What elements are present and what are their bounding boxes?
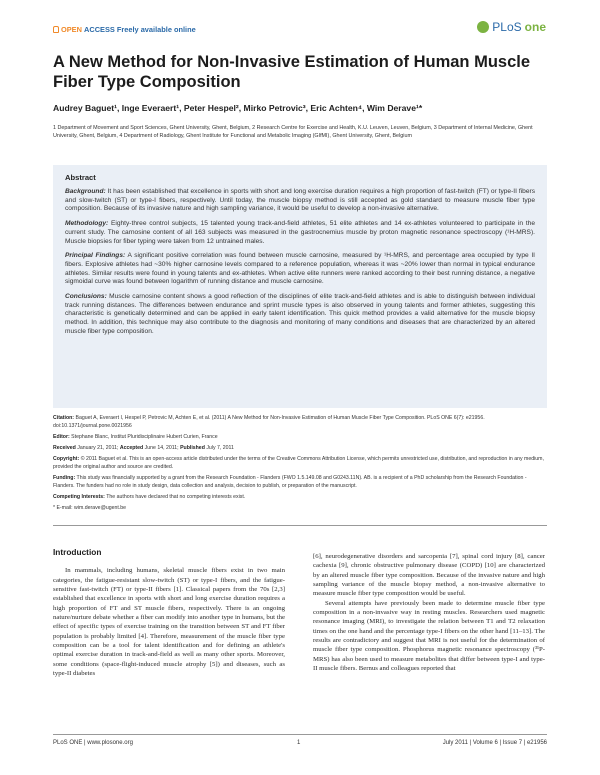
abstract-conclusions xyxy=(65,293,535,337)
footer-divider xyxy=(53,734,547,735)
conclusions-label: Conclusions: xyxy=(65,293,107,301)
published-date: July 7, 2011 xyxy=(206,444,234,451)
accepted-date: June 14, 2011; xyxy=(144,444,179,451)
methodology-text: Eighty-three control subjects, 15 talented young track-and-field athletes, 51 elite athletes and 14 ex-athletes volunteered to participate in the current study. The carnosine content of all 163 subjects was measured in the gastrocnemius muscle by proton magnetic resonance spectroscopy (¹H-MRS). Muscle biopsies for fiber typing were taken from 12 untrained males. xyxy=(65,220,535,245)
journal-logo xyxy=(477,20,546,34)
funding-text: This study was financially supported by a grant from the Research Foundation - Flanders (FWO 1.5.149.08 and G0243.11N). AB. is a recipient of a PhD scholarship from the Research Foundation - Flanders. The funders had no role in study design, data collection and analysis, decision to publish, or preparation of the manuscript. xyxy=(53,474,527,489)
findings-label: Principal Findings: xyxy=(65,252,126,260)
abstract-box xyxy=(53,165,547,408)
dates xyxy=(53,445,547,453)
editor-label: Editor: xyxy=(53,433,70,440)
conclusions-text: Muscle carnosine content shows a good reflection of the disciplines of elite track-and-field athletes and is able to distinguish between individual track running distances. The differences between endurance and sprint muscle types is also observed in young talents and former athletes, suggesting this characteristic is genetically determined and can be applied in early talent identification. This quick method provides a valid alternative for the muscle biopsy method. In addition, this technique may also contribute to the diagnosis and monitoring of many conditions and diseases that are characterized by an altered muscle fiber type composition. xyxy=(65,293,535,335)
brand-one: one xyxy=(524,20,546,34)
article-metadata xyxy=(53,415,547,516)
background-text: It has been established that excellence in sports with short and long exercise duration requires a high proportion of fast-twitch (FT) or type-II fibers and slow-twitch (ST) or type-I fibers, respectively. Until today, the muscle biopsy method is still accepted as gold standard to measure muscle fiber type composition. Because of its invasive nature and high sampling variance, it would be useful to develop a non-invasive alternative. xyxy=(65,188,535,213)
body-column-right xyxy=(313,552,545,673)
citation-text: Baguet A, Everaert I, Hespel P, Petrovic M, Achten E, et al. (2011) A New Method for Non-Invasive Estimation of Human Muscle Fiber Type Composition. PLoS ONE 6(7): e21956. doi:10.1371/journal.pone.0021956 xyxy=(53,415,485,429)
published-label: Published xyxy=(180,444,205,451)
intro-paragraph-1-cont: [6], neurodegenerative disorders and sarcopenia [7], spinal cord injury [8], cancer cachexia [9], chronic obstructive pulmonary disease (COPD) [10] are characterized by an altered muscle fiber type composition. Because of the invasive nature and high sampling variance of the muscle biopsy method, a non-invasive alternative to measure muscle fiber type composition would be useful. xyxy=(313,553,545,598)
footer-page-number: 1 xyxy=(297,740,301,746)
intro-paragraph-2: Several attempts have previously been made to determine muscle fiber type composition in a non-invasive way in resting muscles. Researchers used magnetic resonance imaging (MRI), to investigate the relation between T1 and T2 relaxation times on the one hand and the percentage type-I fibers on the other hand [11–13]. The results are contradictory and suggest that MRI is not useful for the determination of muscle fiber type composition. Phosphorus magnetic resonance spectroscopy (³¹P-MRS) has also been used to measure metabolites that differ between type-I and type-II muscle fibers. Bernus and colleagues reported that xyxy=(313,599,545,673)
competing-label: Competing Interests: xyxy=(53,493,105,500)
abstract-methodology xyxy=(65,220,535,246)
intro-paragraph-1: In mammals, including humans, skeletal muscle fibers exist in two main categories, the fatigue-resistant slow-twitch (ST) or type-I fibers, and the fatigue-sensitive fast-twitch (FT) or type-II fibers [1]. Classical papers from the 70s [2,3] established that excellence in sports with short and long exercise duration requires a high proportion of FT and ST muscle fibers, respectively. There is an ongoing nature/nurture debate whether a fiber can modify into another type in humans, but the effect of specific types of exercise training on the transition between ST and FT fiber population is probably limited [4]. Therefore, measurement of the muscle fiber type composition can be a tool for talent identification and for defining an athlete's optimal exercise duration in track-and-field as well as many other sports. Moreover, some conditions (space-flight-induced muscle atrophy [5]) and diseases, such as type-II diabetes xyxy=(53,567,285,678)
brand-plos: PLoS xyxy=(492,20,522,34)
competing-interests xyxy=(53,494,547,502)
citation-label: Citation: xyxy=(53,415,75,421)
competing-text: The authors have declared that no competing interests exist. xyxy=(106,493,246,500)
received-date: January 21, 2011; xyxy=(77,444,119,451)
paper-title: A New Method for Non-Invasive Estimation of Human Muscle Fiber Type Composition xyxy=(53,53,531,91)
funding-label: Funding: xyxy=(53,474,76,481)
plos-dot-icon xyxy=(477,21,489,33)
background-label: Background: xyxy=(65,188,106,195)
abstract-background xyxy=(65,188,535,214)
open-label: OPEN xyxy=(61,25,82,34)
footer-issue: July 2011 | Volume 6 | Issue 7 | e21956 xyxy=(442,740,547,746)
copyright xyxy=(53,456,547,471)
citation xyxy=(53,415,547,430)
funding xyxy=(53,475,547,490)
author-list: Audrey Baguet¹, Inge Everaert¹, Peter Hespel², Mirko Petrovic³, Eric Achten⁴, Wim Derave¹* xyxy=(53,103,423,113)
body-column-left xyxy=(53,548,285,678)
open-access-banner xyxy=(53,25,196,34)
accepted-label: Accepted xyxy=(119,444,144,451)
methodology-label: Methodology: xyxy=(65,220,109,228)
editor-text: Stephane Blanc, Institut Pluridisciplinaire Hubert Curien, France xyxy=(71,433,218,440)
findings-text: A significant positive correlation was found between muscle carnosine, measured by ¹H-MRS, and percentage area occupied by type II fibers. Explosive athletes had ~30% higher carnosine levels compared to a reference population, whereas it was ~20% lower than normal in typical endurance athletes. Similar results were found in young talents and ex-athletes. When active elite runners were ranked according to their best running distance, a negative sigmoidal curve was found between logarithm of running distance and muscle carnosine. xyxy=(65,252,535,286)
copyright-text: © 2011 Baguet et al. This is an open-access article distributed under the terms of the Creative Commons Attribution License, which permits unrestricted use, distribution, and reproduction in any medium, provided the original author and source are credited. xyxy=(53,456,544,470)
abstract-heading: Abstract xyxy=(65,173,96,182)
copyright-label: Copyright: xyxy=(53,456,80,463)
open-lock-icon xyxy=(53,26,59,33)
section-divider xyxy=(53,525,547,526)
abstract-findings xyxy=(65,252,535,287)
footer-journal: PLoS ONE | www.plosone.org xyxy=(53,740,133,746)
editor xyxy=(53,434,547,442)
received-label: Received xyxy=(53,444,76,451)
introduction-heading: Introduction xyxy=(53,547,102,557)
affiliations: 1 Department of Movement and Sport Sciences, Ghent University, Ghent, Belgium, 2 Research Centre for Exercise and Health, K.U. Leuven, Leuven, Belgium, 3 Department of Internal Medicine, Ghent University, Ghent, Belgium, 4 Department of Radiology, Ghent Institute for Functional and Metabolic Imaging (GIfMI), Ghent University, Ghent, Belgium xyxy=(53,125,533,140)
corresponding-email: * E-mail: wim.derave@ugent.be xyxy=(53,504,127,511)
access-label: ACCESS Freely available online xyxy=(84,25,196,34)
